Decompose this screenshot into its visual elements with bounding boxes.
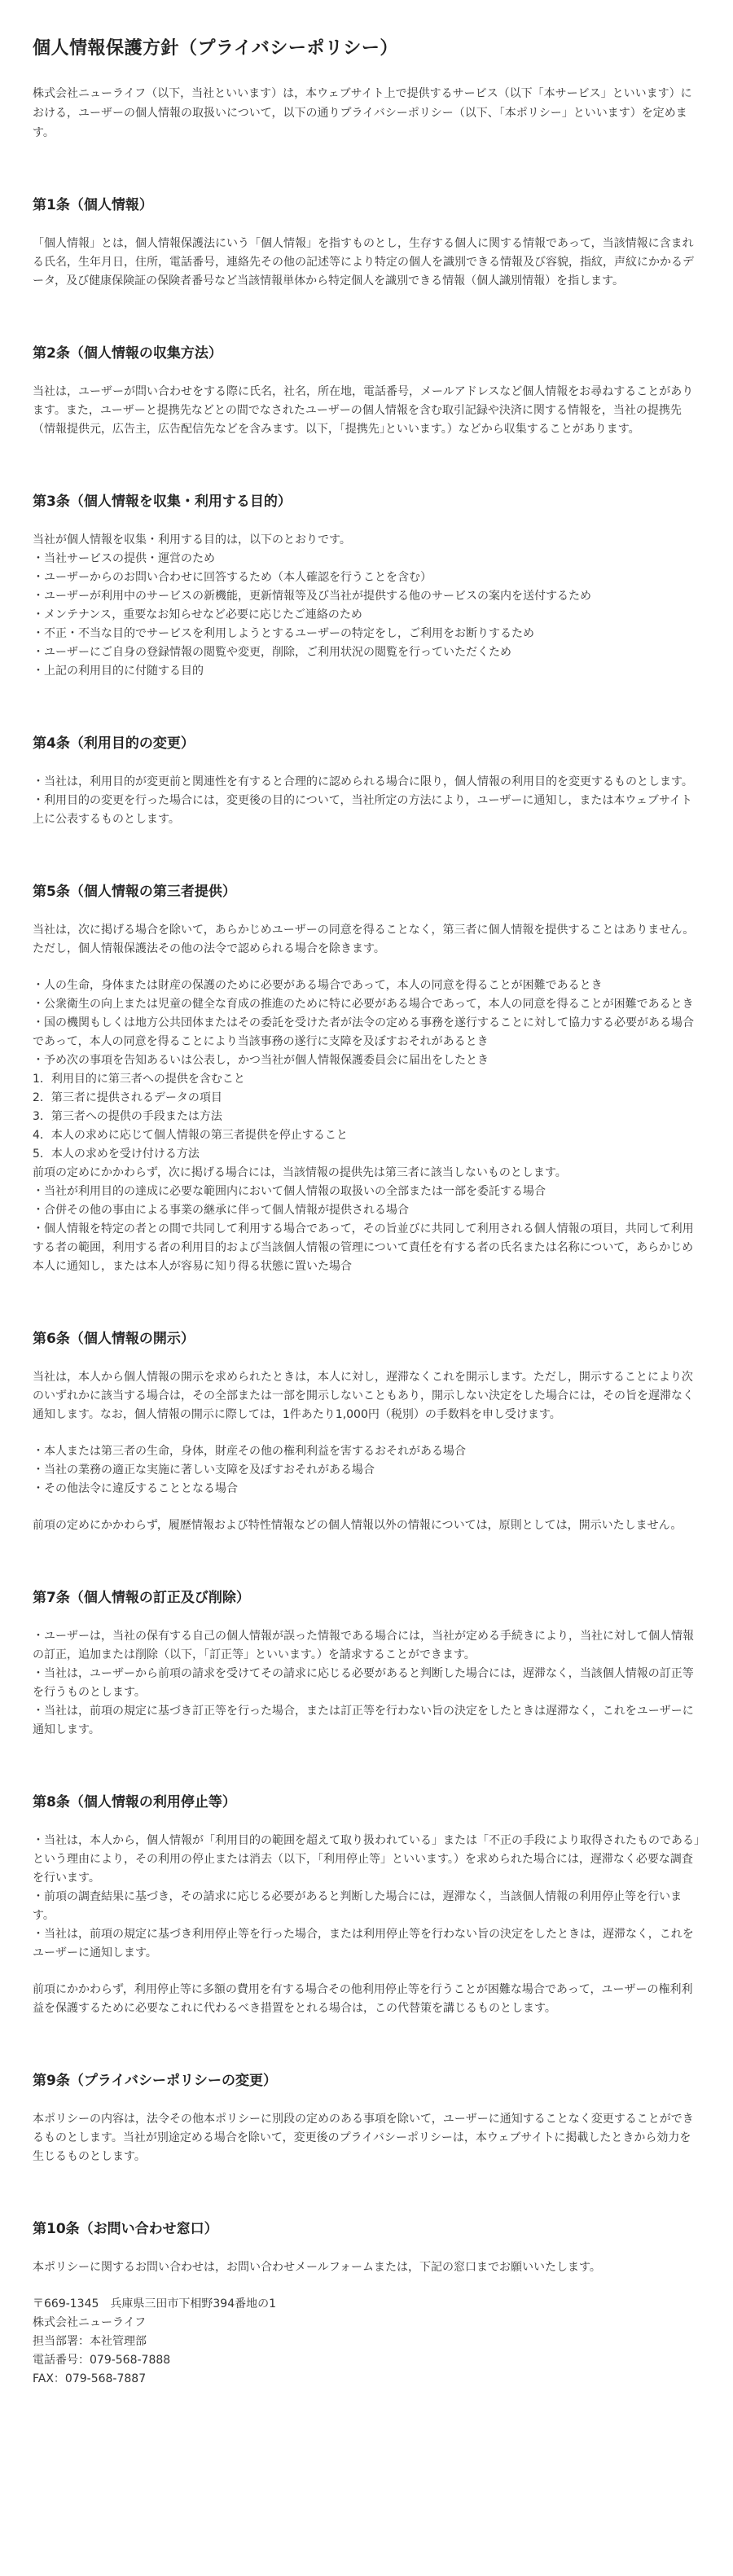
section-block — [33, 235, 700, 291]
policy-section-10 — [33, 2217, 700, 2389]
policy-section-4 — [33, 731, 700, 829]
section-heading: 第8条（個人情報の利用停止等） — [33, 1794, 236, 1810]
policy-section-3 — [33, 489, 700, 681]
section-line: 電話番号：079-568-7888 — [33, 2354, 171, 2367]
block-spacer — [33, 1424, 700, 1442]
section-line: ・当社は，利用目的が変更前と関連性を有すると合理的に認められる場合に限り，個人情報の利用目的を変更するものとします。 — [33, 775, 693, 788]
section-line: ・予め次の事項を告知あるいは公表し，かつ当社が個人情報保護委員会に届出をしたとき — [33, 1054, 489, 1067]
section-block — [33, 1981, 700, 2018]
section-block — [33, 1516, 700, 1535]
section-line: ・国の機関もしくは地方公共団体またはその委託を受けた者が法令の定める事務を遂行することに対して協力する必要がある場合であって，本人の同意を得ることにより当該事務の遂行に支障を及ぼすおそれがあるとき — [33, 1016, 694, 1048]
block-spacer — [33, 1963, 700, 1981]
section-block — [33, 2295, 700, 2389]
section-line: ・ユーザーは，当社の保有する自己の個人情報が誤った情報である場合には，当社が定める手続きにより，当社に対して個人情報の訂正，追加または削除（以下，「訂正等」といいます。）を請求することができます。 — [33, 1630, 694, 1661]
section-heading: 第9条（プライバシーポリシーの変更） — [33, 2073, 277, 2089]
section-line: 本ポリシーに関するお問い合わせは，お問い合わせメールフォームまたは，下記の窓口までお願いいたします。 — [33, 2261, 601, 2274]
section-block — [33, 1368, 700, 1424]
section-line: ・ユーザーからのお問い合わせに回答するため（本人確認を行うことを含む） — [33, 571, 432, 584]
section-line: ・当社は，前項の規定に基づき利用停止等を行った場合，または利用停止等を行わない旨の決定をしたときは，遅滞なく，これをユーザーに通知します。 — [33, 1928, 694, 1959]
policy-section-8 — [33, 1790, 700, 2018]
section-line: 4．本人の求めに応じて個人情報の第三者提供を停止すること — [33, 1129, 348, 1142]
section-line: 前項の定めにかかわらず，次に掲げる場合には，当該情報の提供先は第三者に該当しないものとします。 — [33, 1166, 567, 1179]
section-line: 当社は，本人から個人情報の開示を求められたときは，本人に対し，遅滞なくこれを開示します。ただし，開示することにより次のいずれかに該当する場合は，その全部または一部を開示しないこともあり，開示しない決定をした場合には，その旨を遅滞なく通知します。なお，個人情報の開示に際しては，1件あたり1,000円（税別）の手数料を申し受けます。 — [33, 1371, 694, 1421]
section-line: 当社は，ユーザーが問い合わせをする際に氏名，社名，所在地，電話番号，メールアドレスなど個人情報をお尋ねすることがあります。また，ユーザーと提携先などとの間でなされたユーザーの個人情報を含む取引記録や決済に関する情報を，当社の提携先（情報提供元，広告主，広告配信先などを含みます。以下，｢提携先｣といいます。）などから収集することがあります。 — [33, 385, 694, 436]
policy-sections — [33, 193, 700, 2389]
section-line: ・前項の調査結果に基づき，その請求に応じる必要があると判断した場合には，遅滞なく，当該個人情報の利用停止等を行います。 — [33, 1890, 683, 1922]
section-block — [33, 1627, 700, 1740]
section-line: ・当社サービスの提供・運営のため — [33, 552, 215, 565]
section-line: 前項にかかわらず，利用停止等に多額の費用を有する場合その他利用停止等を行うことが困難な場合であって，ユーザーの権利利益を保護するために必要なこれに代わるべき措置をとれる場合は，この代替策を講じるものとします。 — [33, 1983, 693, 2015]
section-line: 1．利用目的に第三者への提供を含むこと — [33, 1073, 245, 1086]
section-block — [33, 383, 700, 439]
block-spacer — [33, 959, 700, 976]
section-block — [33, 921, 700, 959]
section-block — [33, 2110, 700, 2166]
section-block — [33, 531, 700, 681]
section-line: ・その他法令に違反することとなる場合 — [33, 1482, 238, 1495]
section-line: ・当社の業務の適正な実施に著しい支障を及ぼすおそれがある場合 — [33, 1464, 375, 1477]
section-line: 2．第三者に提供されるデータの項目 — [33, 1091, 222, 1104]
section-heading: 第3条（個人情報を収集・利用する目的） — [33, 494, 292, 510]
section-line: ・ユーザーにご自身の登録情報の閲覧や変更，削除，ご利用状況の閲覧を行っていただくため — [33, 646, 511, 659]
section-block — [33, 1832, 700, 1963]
section-heading: 第2条（個人情報の収集方法） — [33, 345, 222, 362]
section-line: ・利用目的の変更を行った場合には，変更後の目的について，当社所定の方法により，ユーザーに通知し，または本ウェブサイト上に公表するものとします。 — [33, 794, 692, 826]
section-line: 前項の定めにかかわらず，履歴情報および特性情報などの個人情報以外の情報については，原則としては，開示いたしません。 — [33, 1519, 683, 1532]
section-heading: 第7条（個人情報の訂正及び削除） — [33, 1590, 250, 1606]
section-line: ・人の生命，身体または財産の保護のために必要がある場合であって，本人の同意を得ることが困難であるとき — [33, 979, 603, 992]
section-line: 〒669-1345 兵庫県三田市下相野394番地の1 — [33, 2297, 277, 2311]
section-line: ・不正・不当な目的でサービスを利用しようとするユーザーの特定をし，ご利用をお断りするため — [33, 627, 534, 640]
section-line: ・当社は，本人から，個人情報が「利用目的の範囲を超えて取り扱われている」または「不正の手段により取得されたものである」という理由により，その利用の停止または消去（以下，「利用停止等」といいます。）を求められた場合には，遅滞なく必要な調査を行います。 — [33, 1834, 700, 1885]
intro-text: 株式会社ニューライフ（以下，当社といいます）は，本ウェブサイト上で提供するサービス（以下「本サービス」といいます）における，ユーザーの個人情報の取扱いについて，以下の通りプライバシーポリシー（以下、「本ポリシー」といいます）を定めます。 — [33, 87, 692, 139]
section-block — [33, 1442, 700, 1499]
page-title: 個人情報保護方針（プライバシーポリシー） — [33, 38, 398, 59]
section-line: 5．本人の求めを受け付ける方法 — [33, 1148, 200, 1161]
section-heading: 第10条（お問い合わせ窓口） — [33, 2221, 218, 2237]
section-block — [33, 2258, 700, 2277]
policy-section-1 — [33, 193, 700, 291]
block-spacer — [33, 2277, 700, 2295]
section-line: ・メンテナンス，重要なお知らせなど必要に応じたご連絡のため — [33, 608, 362, 621]
section-line: 3．第三者への提供の手段または方法 — [33, 1110, 222, 1123]
section-line: ・個人情報を特定の者との間で共同して利用する場合であって，その旨並びに共同して利用される個人情報の項目，共同して利用する者の範囲，利用する者の利用目的および当該個人情報の管理について責任を有する者の氏名または名称について，あらかじめ本人に通知し，または本人が容易に知り得る状態に置いた場合 — [33, 1222, 694, 1273]
section-heading: 第6条（個人情報の開示） — [33, 1331, 195, 1347]
section-line: ・本人または第三者の生命，身体，財産その他の権利利益を害するおそれがある場合 — [33, 1445, 466, 1458]
section-block — [33, 976, 700, 1276]
section-line: ・当社が利用目的の達成に必要な範囲内において個人情報の取扱いの全部または一部を委託する場合 — [33, 1185, 546, 1198]
section-line: 担当部署：本社管理部 — [33, 2335, 147, 2348]
section-line: ・上記の利用目的に付随する目的 — [33, 665, 204, 678]
section-line: 株式会社ニューライフ — [33, 2316, 147, 2329]
section-line: ・当社は，前項の規定に基づき訂正等を行った場合，または訂正等を行わない旨の決定をしたときは遅滞なく，これをユーザーに通知します。 — [33, 1705, 694, 1736]
section-line: ・合併その他の事由による事業の継承に伴って個人情報が提供される場合 — [33, 1204, 409, 1217]
section-line: 当社は，次に掲げる場合を除いて，あらかじめユーザーの同意を得ることなく，第三者に個人情報を提供することはありません。ただし，個人情報保護法その他の法令で認められる場合を除きます。 — [33, 924, 695, 955]
policy-section-2 — [33, 341, 700, 439]
policy-section-9 — [33, 2069, 700, 2166]
section-line: 本ポリシーの内容は，法令その他本ポリシーに別段の定めのある事項を除いて，ユーザーに通知することなく変更することができるものとします。当社が別途定める場合を除いて，変更後のプライバシーポリシーは，本ウェブサイトに掲載したときから効力を生じるものとします。 — [33, 2113, 694, 2163]
section-heading: 第4条（利用目的の変更） — [33, 735, 195, 752]
section-line: ・公衆衛生の向上または児童の健全な育成の推進のために特に必要がある場合であって，本人の同意を得ることが困難であるとき — [33, 998, 694, 1011]
section-line: FAX：079-568-7887 — [33, 2372, 147, 2385]
policy-section-7 — [33, 1586, 700, 1740]
section-line: 当社が個人情報を収集・利用する目的は，以下のとおりです。 — [33, 533, 351, 546]
policy-section-5 — [33, 880, 700, 1276]
policy-section-6 — [33, 1327, 700, 1535]
section-line: ・ユーザーが利用中のサービスの新機能，更新情報等及び当社が提供する他のサービスの案内を送付するため — [33, 590, 591, 603]
section-line: 「個人情報」とは，個人情報保護法にいう「個人情報」を指すものとし，生存する個人に関する情報であって，当該情報に含まれる氏名，生年月日，住所，電話番号，連絡先その他の記述等により特定の個人を識別できる情報及び容貌，指紋，声紋にかかるデータ，及び健康保険証の保険者番号など当該情報単体から特定個人を識別できる情報（個人識別情報）を指します。 — [33, 237, 694, 287]
section-heading: 第5条（個人情報の第三者提供） — [33, 884, 236, 900]
section-block — [33, 773, 700, 829]
section-line: ・当社は，ユーザーから前項の請求を受けてその請求に応じる必要があると判断した場合には，遅滞なく，当該個人情報の訂正等を行うものとします。 — [33, 1667, 694, 1699]
section-heading: 第1条（個人情報） — [33, 197, 153, 213]
block-spacer — [33, 1499, 700, 1516]
